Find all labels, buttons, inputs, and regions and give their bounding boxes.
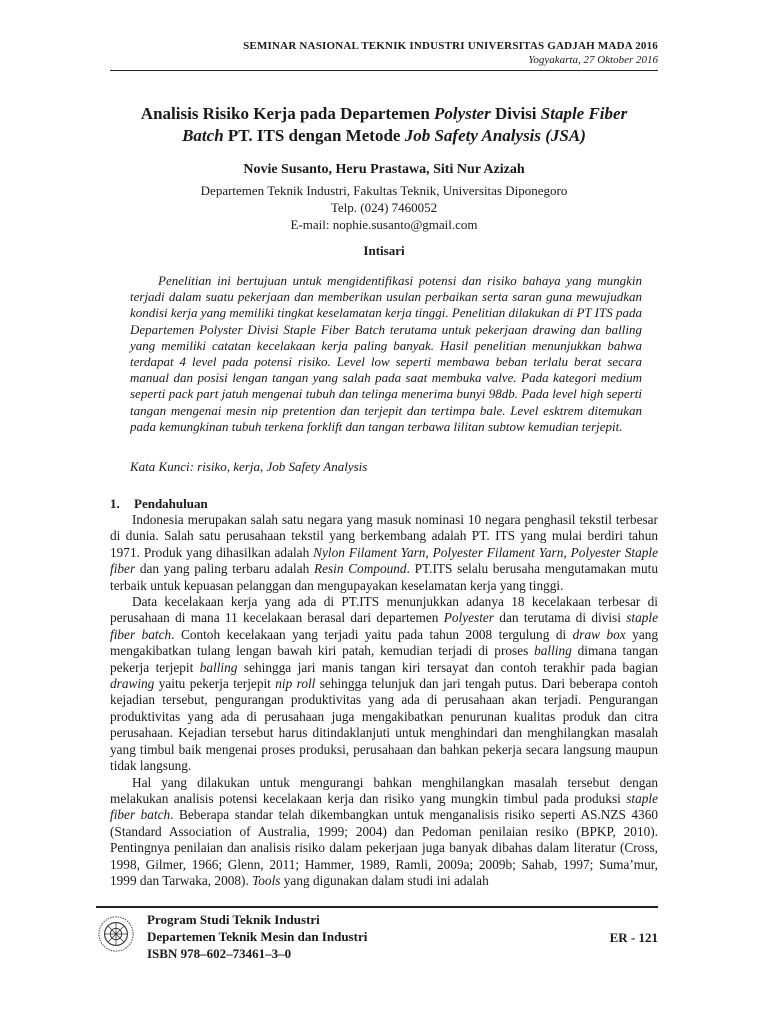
title-part: Analisis Risiko Kerja pada Departemen — [140, 104, 435, 123]
text-run: nip roll — [275, 676, 316, 692]
text-run: Tools — [252, 872, 281, 888]
text-run: draw box — [572, 626, 626, 642]
paragraph — [110, 512, 658, 594]
text-run: Nylon Filament Yarn, Polyester Filament Yarn, Polyester Staple fiber — [110, 544, 658, 577]
footer-department: Departemen Teknik Mesin dan Industri — [147, 929, 368, 944]
affiliation-dept: Departemen Teknik Industri, Fakultas Teknik, Universitas Diponegoro — [200, 183, 568, 198]
university-seal-icon — [97, 915, 135, 953]
title-part: Divisi — [490, 104, 541, 123]
footer-info — [147, 911, 367, 962]
paper-title — [110, 103, 658, 147]
text-run: . Contoh kecelakaan yang terjadi yaitu pada tahun 2008 tergulung di — [171, 626, 573, 642]
footer-isbn: ISBN 978–602–73461–3–0 — [147, 946, 292, 961]
footer-divider — [96, 906, 658, 908]
title-part: Polyster — [434, 104, 491, 123]
text-run: Hal yang dilakukan untuk mengurangi bahkan menghilangkan masalah tersebut dengan melakukan analisis potensi kecelakaan kerja dan risiko yang mungkin timbul pada produksi — [110, 774, 658, 806]
text-run: . PT.ITS selalu berusaha mengutamakan mutu terbaik untuk kepuasan pelanggan dan mengupayakan keselamatan kerja yang tinggi. — [110, 561, 659, 593]
text-run: balling — [199, 659, 238, 675]
page-number: ER - 121 — [609, 930, 658, 945]
author-list: Novie Susanto, Heru Prastawa, Siti Nur Azizah — [243, 162, 525, 177]
affiliation-email: E-mail: nophie.susanto@gmail.com — [290, 217, 478, 232]
section-title — [110, 496, 658, 512]
text-run: staple fiber batch — [110, 610, 658, 642]
conference-name: SEMINAR NASIONAL TEKNIK INDUSTRI UNIVERSITAS GADJAH MADA 2016 — [243, 40, 658, 52]
text-run: Polyester — [443, 610, 494, 626]
section-title-text: Pendahuluan — [134, 496, 208, 511]
section-introduction — [110, 496, 658, 889]
title-part: PT. ITS dengan Metode — [223, 126, 405, 145]
running-header — [243, 40, 658, 66]
title-part: Job Safety Analysis (JSA) — [404, 126, 586, 145]
text-run: sehingga jari manis tangan kiri tersayat dan contoh terakhir pada bagian — [237, 659, 658, 675]
paragraph — [110, 775, 658, 890]
text-run: dan terutama di divisi — [493, 610, 627, 626]
text-run: sehingga telunjuk dan jari tengah putus. Dari beberapa contoh kejadian tersebut, pengurangan produktivitas yang ada di perusahaan akan terjadi. Pengurangan produktivitas yang ada di perusahaan juga mengakibatkan penurunan kualitas produk dan citra perusahaan. Kejadian tersebut harus ditindaklanjuti untuk menghindari dan menghilangkan masalah yang timbul baik mengenai proses produksi, perusahaan dan bahkan pekerja secara langsung maupun tidak langsung. — [110, 676, 658, 774]
abstract-text: Penelitian ini bertujuan untuk mengidentifikasi potensi dan risiko bahaya yang mungkin terjadi dalam suatu pekerjaan dan memberikan usulan perbaikan serta saran guna mewujudkan kondisi kerja yang memiliki tingkat keselamatan kerja tinggi. Penelitian dilakukan di PT ITS pada Departemen Polyster Divisi Staple Fiber Batch terutama untuk pekerjaan drawing dan balling yang memiliki catatan kecelakaan kerja paling banyak. Hasil penelitian menunjukkan bahwa terdapat 4 level pada potensi risiko. Level low seperti membawa beban terlalu berat secara manual dan posisi lengan tangan yang salah pada saat membuka valve. Pada kategori medium seperti pack part jatuh mengenai tubuh dan telinga menerima bunyi 98db. Pada level high seperti tangan mengenai mesin nip pretention dan terjepit dan tertimpa bale. Level esktrem ditemukan pada kemungkinan tubuh terkena forklift dan tangan terbawa lilitan subtow kemudian terjepit. — [130, 273, 642, 434]
title-part: Batch — [182, 126, 224, 145]
keywords: Kata Kunci: risiko, kerja, Job Safety Analysis — [130, 459, 368, 474]
text-run: drawing — [110, 676, 155, 692]
text-run: yang mengakibatkan tulang lengan bawah kiri patah, kemudian terjadi di proses — [110, 626, 659, 659]
text-run: dan yang paling terbaru adalah — [135, 561, 314, 577]
abstract-heading: Intisari — [363, 243, 405, 258]
affiliation-block — [110, 182, 658, 233]
footer-program: Program Studi Teknik Industri — [147, 912, 320, 927]
conference-place-date: Yogyakarta, 27 Oktober 2016 — [528, 54, 658, 66]
text-run: staple fiber batch — [110, 790, 658, 823]
text-run: . Beberapa standar telah dikembangkan untuk menganalisis risiko seperti AS.NZS 4360 (Standard Association of Australia, 1999; 2004) dan Pedoman penilaian resiko (BPKP, 2010). Pentingnya penilaian dan analisis risiko dalam pekerjaan juga banyak dibahas dalam literatur (Cross, 1998, Gilmer, 1966; Glenn, 2011; Hammer, 1989, Ramli, 2009a; 2009b; Sahab, 1997; Suma’mur, 1999 dan Tarwaka, 2008). — [110, 807, 658, 888]
text-run: Resin Compound — [313, 561, 407, 577]
title-part: Staple Fiber — [540, 104, 628, 123]
text-run: balling — [534, 643, 572, 659]
section-number: 1. — [110, 496, 120, 511]
text-run: dimana tangan pekerja terjepit — [110, 643, 658, 675]
affiliation-phone: Telp. (024) 7460052 — [330, 200, 438, 215]
paragraph — [110, 594, 658, 774]
text-run: Indonesia merupakan salah satu negara yang masuk nominasi 10 negara penghasil tekstil terbesar di dunia. Salah satu perusahaan tekstil yang berkembang adalah PT. ITS yang mulai berdiri tahun 1971. Produk yang dihasilkan adalah — [110, 512, 658, 560]
header-divider — [110, 70, 658, 71]
text-run: Data kecelakaan kerja yang ada di PT.ITS menunjukkan adanya 18 kecelakaan terbesar di perusahaan di mana 11 kecelakaan berasal dari departemen — [110, 594, 658, 626]
text-run: yaitu pekerja terjepit — [154, 676, 276, 692]
text-run: yang digunakan dalam studi ini adalah — [280, 872, 489, 888]
